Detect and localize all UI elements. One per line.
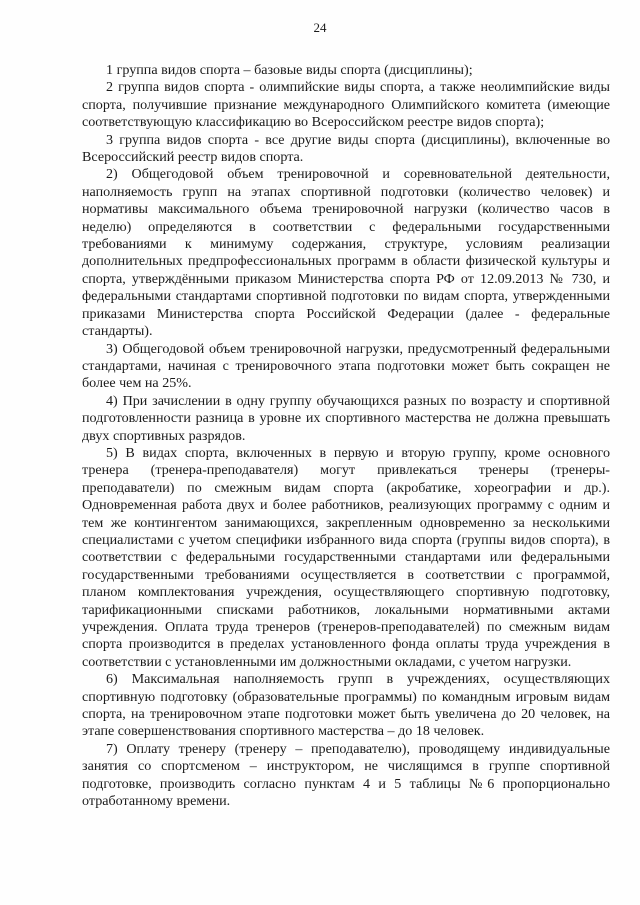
paragraph-group-2: 2 группа видов спорта - олимпийские виды спорта, а также неолимпийские виды спорта, получившие признание международного Олимпийского комитета (имеющие соответствующую классификацию во Всероссийском реестре видов спорта); <box>82 79 610 131</box>
document-body <box>82 62 610 810</box>
paragraph-group-3: 3 группа видов спорта - все другие виды спорта (дисциплины), включенные во Всероссийский реестр видов спорта. <box>82 131 610 166</box>
paragraph-item-2: 2) Общегодовой объем тренировочной и соревновательной деятельности, наполняемость групп на этапах спортивной подготовки (количество человек) и нормативы максимального объема тренировочной нагрузки (количество часов в неделю) определяются в соответствии с федеральными государственными требованиями к минимуму содержания, структуре, условиям реализации дополнительных предпрофессиональных программ в области физической культуры и спорта, утверждёнными приказом Министерства спорта РФ от 12.09.2013 № 730, и федеральными стандартами спортивной подготовки по видам спорта, утвержденными приказами Министерства спорта Российской Федерации (далее - федеральные стандарты). <box>82 166 610 340</box>
paragraph-item-5: 5) В видах спорта, включенных в первую и вторую группу, кроме основного тренера (тренера-преподавателя) могут привлекаться тренеры (тренеры-преподаватели) по смежным видам спорта (акробатике, хореографии и др.). Одновременная работа двух и более работников, реализующих программу с одним и тем же контингентом занимающихся, закрепленным одновременно за несколькими специалистами с учетом специфики избранного вида спорта (группы видов спорта), в соответствии с федеральными государственными стандартами или федеральными государственными требованиями осуществляется в соответствии с программой, планом комплектования учреждения, осуществляющего спортивную подготовку, тарификационными списками работников, локальными нормативными актами учреждения. Оплата труда тренеров (тренеров-преподавателей) по смежным видам спорта производится в пределах установленного фонда оплаты труда учреждения в соответствии с установленными им должностными окладами, с учетом нагрузки. <box>82 444 610 670</box>
paragraph-item-4: 4) При зачислении в одну группу обучающихся разных по возрасту и спортивной подготовленности разница в уровне их спортивного мастерства не должна превышать двух спортивных разрядов. <box>82 392 610 444</box>
paragraph-group-1: 1 группа видов спорта – базовые виды спорта (дисциплины); <box>106 62 473 78</box>
paragraph-item-6: 6) Максимальная наполняемость групп в учреждениях, осуществляющих спортивную подготовку (образовательные программы) по командным игровым видам спорта, на тренировочном этапе подготовки может быть увеличена до 20 человек, на этапе совершенствования спортивного мастерства – до 18 человек. <box>82 671 610 740</box>
paragraph-item-3: 3) Общегодовой объем тренировочной нагрузки, предусмотренный федеральными стандартами, начиная с тренировочного этапа подготовки может быть сокращен не более чем на 25%. <box>82 340 610 392</box>
page-number: 24 <box>313 20 327 35</box>
paragraph-item-7: 7) Оплату тренеру (тренеру – преподавателю), проводящему индивидуальные занятия со спортсменом – инструктором, не числящимся в группе спортивной подготовке, производить согласно пунктам 4 и 5 таблицы №6 пропорционально отработанному времени. <box>82 740 610 810</box>
